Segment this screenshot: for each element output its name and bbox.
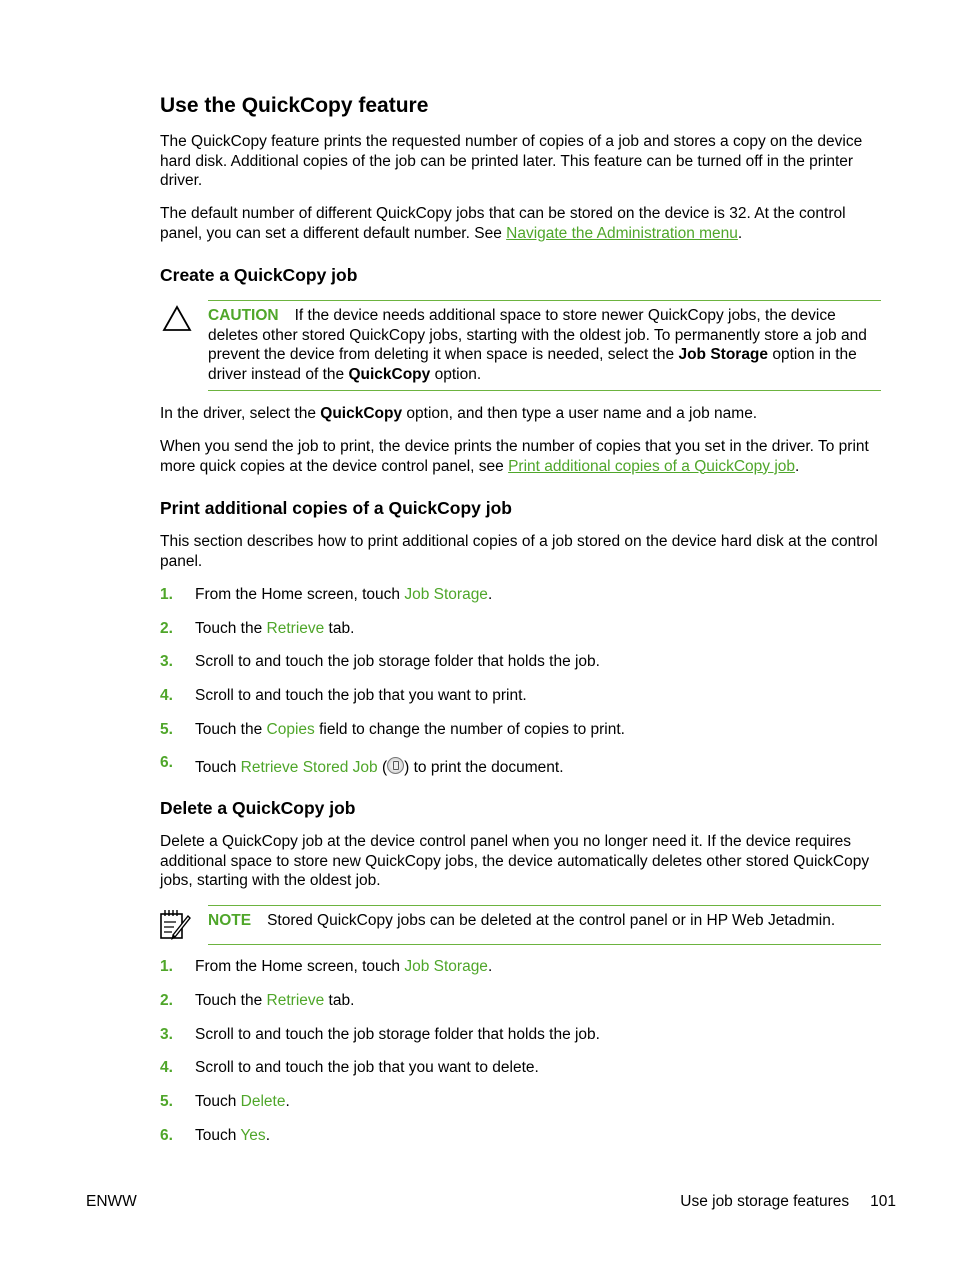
caution-bottom-rule	[208, 390, 881, 391]
create-paragraph-2: When you send the job to print, the device prints the number of copies that you set in the driver. To print more quick copies at the device control panel, see Print additional copies of a QuickCopy job.	[160, 438, 869, 475]
ui-term-yes: Yes	[240, 1127, 266, 1144]
caution-callout: CAUTION If the device needs additional space to store newer QuickCopy jobs, the device deletes other stored QuickCopy jobs, starting with the oldest job. To permanently store a job and prevent the device from deleting it when space is needed, select the Job Storage option in the driver instead of the QuickCopy option.	[208, 307, 867, 383]
note-top-rule	[208, 905, 881, 906]
page-title: Use the QuickCopy feature	[160, 94, 429, 117]
ui-term-job-storage: Job Storage	[404, 586, 488, 603]
ui-term-retrieve: Retrieve	[266, 620, 325, 637]
ui-term-delete: Delete	[240, 1093, 286, 1110]
footer-left: ENWW	[86, 1193, 137, 1210]
footer-right	[680, 1192, 896, 1212]
create-paragraph-1: In the driver, select the QuickCopy option, and then type a user name and a job name.	[160, 405, 758, 422]
note-callout: NOTE Stored QuickCopy jobs can be deleted at the control panel or in HP Web Jetadmin.	[208, 912, 836, 929]
link-print-additional-copies[interactable]: Print additional copies of a QuickCopy job	[508, 457, 796, 475]
note-pencil-icon	[159, 908, 191, 940]
link-navigate-administration-menu[interactable]: Navigate the Administration menu	[506, 224, 738, 242]
heading-create-quickcopy-job: Create a QuickCopy job	[160, 265, 358, 285]
ui-term-retrieve-stored-job: Retrieve Stored Job	[240, 759, 378, 776]
caution-triangle-icon	[162, 305, 192, 332]
retrieve-stored-job-icon	[387, 757, 404, 774]
ui-term-retrieve: Retrieve	[266, 992, 325, 1009]
intro-paragraph-1: The QuickCopy feature prints the requested number of copies of a job and stores a copy on the device hard disk. Additional copies of the job can be printed later. This feature can be turned off in the printer driver.	[160, 133, 863, 189]
ui-term-job-storage: Job Storage	[404, 958, 488, 975]
note-label: NOTE	[208, 912, 252, 929]
note-bottom-rule	[208, 944, 881, 945]
heading-print-additional-copies: Print additional copies of a QuickCopy job	[160, 498, 512, 518]
heading-delete-quickcopy-job: Delete a QuickCopy job	[160, 798, 356, 818]
caution-label: CAUTION	[208, 307, 279, 324]
ui-term-copies: Copies	[266, 721, 315, 738]
page-number: 101	[870, 1193, 896, 1210]
footer-section: Use job storage features	[680, 1193, 850, 1210]
intro-paragraph-2: The default number of different QuickCopy jobs that can be stored on the device is 32. At the control panel, you can set a different default number. See Navigate the Administration menu.	[160, 205, 846, 242]
delete-intro: Delete a QuickCopy job at the device control panel when you no longer need it. If the device requires additional space to store new QuickCopy jobs, the device automatically deletes other stored QuickCopy jobs, starting with the oldest job.	[160, 833, 870, 889]
print-intro: This section describes how to print additional copies of a job stored on the device hard disk at the control panel.	[160, 533, 878, 570]
caution-top-rule	[208, 300, 881, 301]
